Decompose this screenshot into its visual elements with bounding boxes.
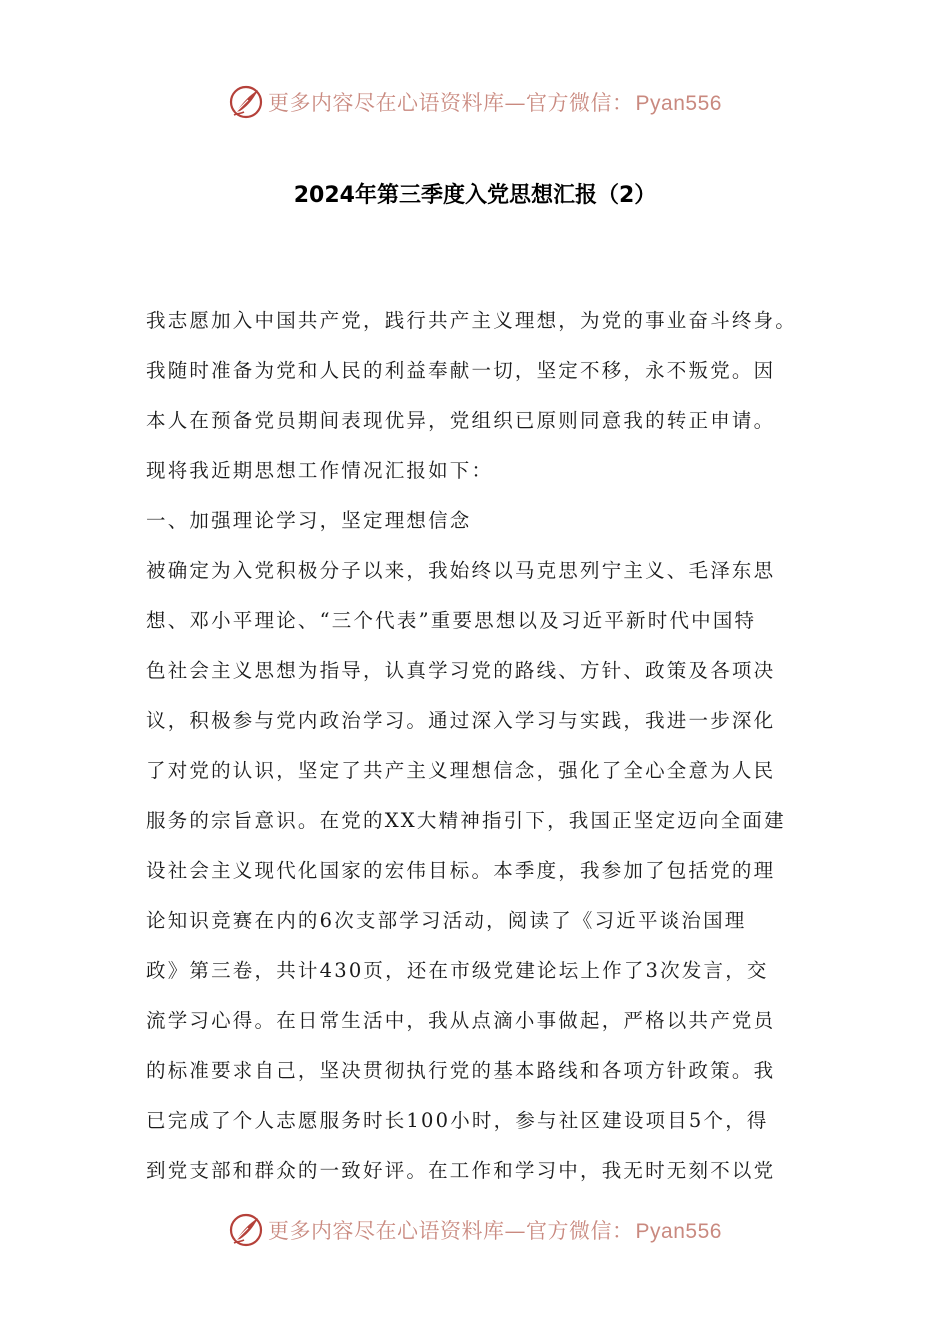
body-line: 服务的宗旨意识。在党的XX大精神指引下，我国正坚定迈向全面建 <box>146 809 786 832</box>
body-line: 已完成了个人志愿服务时长100小时，参与社区建设项目5个，得 <box>146 1109 769 1132</box>
body-line: 议，积极参与党内政治学习。通过深入学习与实践，我进一步深化 <box>146 709 776 732</box>
watermark-text: 更多内容尽在心语资料库—官方微信：Pyan556 <box>268 1219 722 1243</box>
body-line: 政》第三卷，共计430页，还在市级党建论坛上作了3次发言，交 <box>146 959 769 982</box>
section-heading: 一、加强理论学习，坚定理想信念 <box>146 509 472 532</box>
footer-watermark <box>0 1210 950 1250</box>
body-line: 我随时准备为党和人民的利益奉献一切，坚定不移，永不叛党。因 <box>146 359 776 382</box>
body-line: 想、邓小平理论、“三个代表”重要思想以及习近平新时代中国特 <box>146 609 757 632</box>
body-line: 的标准要求自己，坚决贯彻执行党的基本路线和各项方针政策。我 <box>146 1059 776 1082</box>
body-line: 设社会主义现代化国家的宏伟目标。本季度，我参加了包括党的理 <box>146 859 776 882</box>
body-line: 论知识竞赛在内的6次支部学习活动，阅读了《习近平谈治国理 <box>146 909 747 932</box>
header-watermark <box>0 82 950 122</box>
body-line: 现将我近期思想工作情况汇报如下： <box>146 459 494 482</box>
body-line: 本人在预备党员期间表现优异，党组织已原则同意我的转正申请。 <box>146 409 776 432</box>
watermark-text: 更多内容尽在心语资料库—官方微信：Pyan556 <box>268 91 722 115</box>
body-line: 色社会主义思想为指导，认真学习党的路线、方针、政策及各项决 <box>146 659 776 682</box>
quill-logo-icon <box>228 1212 264 1248</box>
body-line: 我志愿加入中国共产党，践行共产主义理想，为党的事业奋斗终身。 <box>146 309 798 332</box>
document-title: 2024年第三季度入党思想汇报（2） <box>293 183 657 208</box>
document-body <box>146 296 818 1196</box>
body-line: 流学习心得。在日常生活中，我从点滴小事做起，严格以共产党员 <box>146 1009 776 1032</box>
quill-logo-icon <box>228 84 264 120</box>
body-line: 被确定为入党积极分子以来，我始终以马克思列宁主义、毛泽东思 <box>146 559 776 582</box>
body-line: 了对党的认识，坚定了共产主义理想信念，强化了全心全意为人民 <box>146 759 776 782</box>
body-line: 到党支部和群众的一致好评。在工作和学习中，我无时无刻不以党 <box>146 1159 776 1182</box>
